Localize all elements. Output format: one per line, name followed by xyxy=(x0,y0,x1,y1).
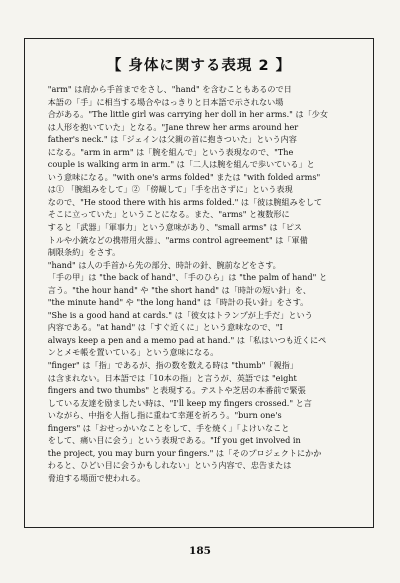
text-line: 「手の甲」は "the back of hand"、「手のひら」は "the palm of hand" と xyxy=(47,272,328,283)
text-line: なので、"He stood there with his arms folded." は「彼は腕組みをして xyxy=(47,196,323,207)
text-line: をして、痛い目に会う」という表現である。"If you get involved in xyxy=(47,435,301,446)
text-line: いながら、中指を人指し指に重ねて幸運を祈ろう。"burn one's xyxy=(47,410,282,421)
paragraph-hand xyxy=(38,259,363,359)
text-line: ンとメモ帳を置いている」という意味になる。 xyxy=(47,347,219,358)
paragraph-arm xyxy=(38,83,363,259)
text-line: "finger" は「指」であるが、指の数を数える時は "thumb"「親指」 xyxy=(47,360,298,371)
text-line: father's neck." は「ジェインは父親の首に抱きついた」という内容 xyxy=(47,134,297,145)
text-line: 内容である。"at hand" は「すぐ近くに」という意味なので、"I xyxy=(47,322,283,333)
page-number: 185 xyxy=(189,545,211,557)
text-line: すると「武器」「軍事力」という意味があり、"small arms" は「ピス xyxy=(47,222,302,233)
body-text xyxy=(38,83,363,485)
text-line: は含まれない。日本語では「10本の指」と言うが、英語では "eight xyxy=(47,372,297,383)
paragraph-finger xyxy=(38,359,363,484)
text-line: 脅迫する場面で使われる。 xyxy=(47,472,146,483)
text-line: は① 「腕組みをして」② 「傍観して」「手を出さずに」という表現 xyxy=(47,184,293,195)
text-line: always keep a pen and a memo pad at hand." は「私はいつも近くにペ xyxy=(47,334,327,345)
text-line: couple is walking arm in arm." は「二人は腕を組んで歩いている」と xyxy=(47,159,315,170)
text-line: いう意味になる。"with one's arms folded" または "with folded arms" xyxy=(47,171,321,182)
text-line: 本語の「手」に相当する場合やはっきりと日本語で示されない場 xyxy=(47,96,284,107)
text-line: fingers and two thumbs" と表現する。テストや芝居の本番前で緊張 xyxy=(47,385,306,396)
text-line: "the minute hand" や "the long hand" は「時計の長い針」をさす。 xyxy=(47,297,309,308)
text-line: the project, you may burn your fingers." は「そのプロジェクトにかか xyxy=(47,447,322,458)
text-line: fingers" は「おせっかいなことをして、手を焼く」「よけいなこと xyxy=(47,422,290,433)
text-line: は人形を抱いていた」となる。"Jane threw her arms around her xyxy=(47,121,299,132)
text-line: "hand" は人の手首から先の部分、時計の針、腕前などをさす。 xyxy=(47,259,281,270)
text-line: トルや小銃などの携帯用火器」、"arms control agreement" は「軍備 xyxy=(47,234,308,245)
text-line: 合がある。"The little girl was carrying her doll in her arms." は「少女 xyxy=(47,109,328,120)
text-line: 言う。"the hour hand" や "the short hand" は「時計の短い針」を、 xyxy=(47,284,311,295)
text-line: している友達を励ましたい時は、"I'll keep my fingers crossed." と言 xyxy=(47,397,312,408)
text-line: "She is a good hand at cards." は「彼女はトランプが上手だ」という xyxy=(47,309,313,320)
text-line: "arm" は肩から手首までをさし、"hand" を含むこともあるので日 xyxy=(47,84,292,94)
text-line: そこに立っていた」ということになる。また、"arms" と複数形に xyxy=(47,209,290,220)
text-line: わると、ひどい目に会うかもしれない」という内容で、忠告または xyxy=(47,460,292,471)
text-line: になる。"arm in arm" は「腕を組んで」という表現なので、"The xyxy=(47,146,294,157)
text-line: 制限条約」をさす。 xyxy=(47,247,121,258)
section-title: 【 身体に関する表現 2 】 xyxy=(106,58,292,74)
